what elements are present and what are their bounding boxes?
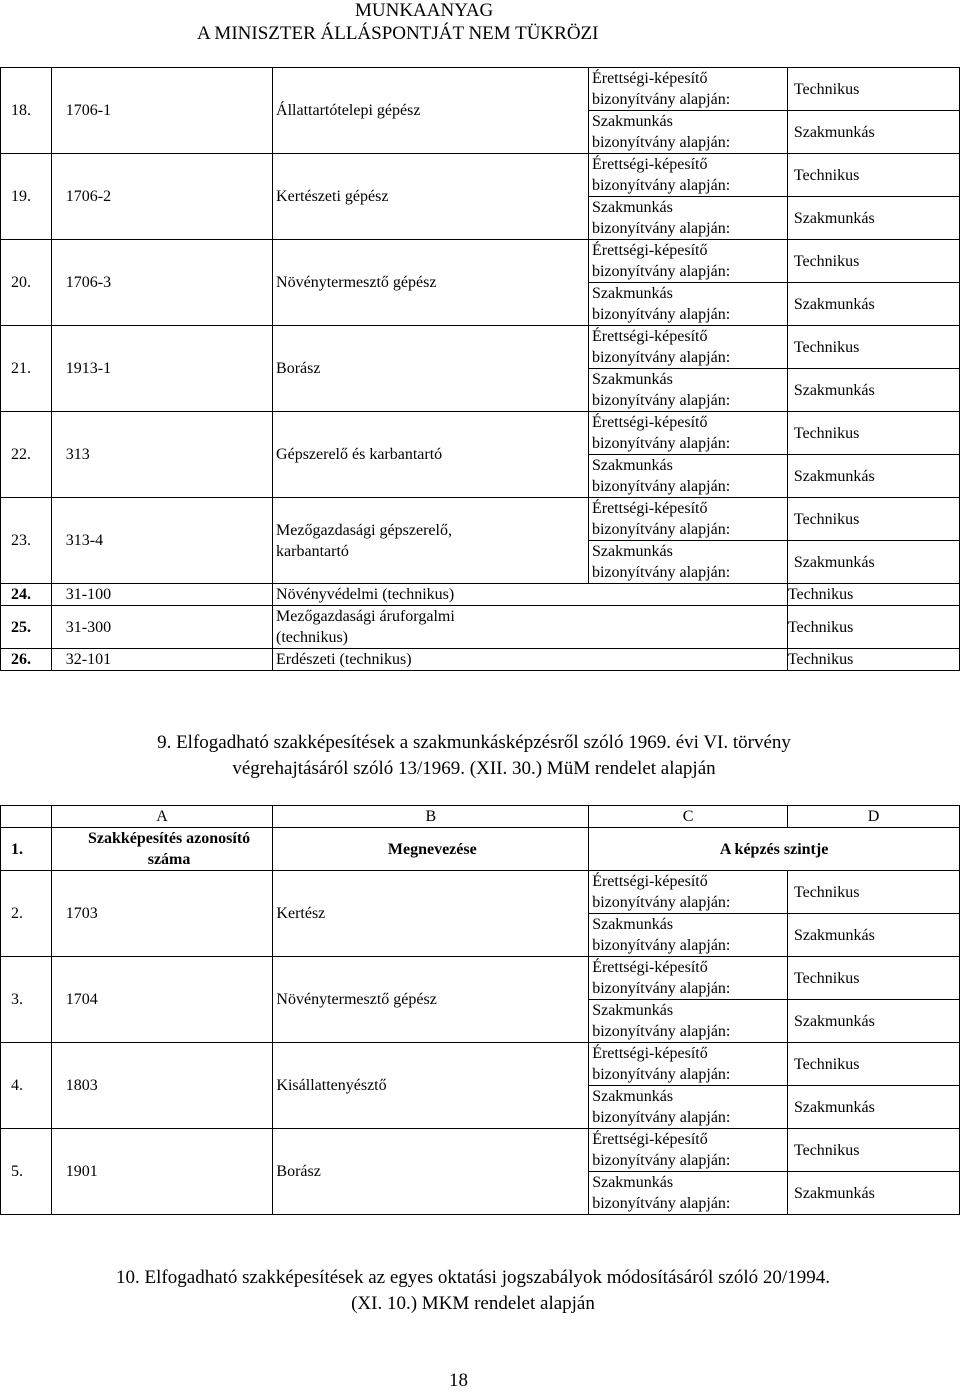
- table-row: [1, 1043, 960, 1086]
- table-row: [1, 584, 960, 606]
- qualification-name: [273, 68, 589, 154]
- basis-line: bizonyítvány alapján:: [592, 1152, 731, 1169]
- page-number: 18: [449, 1370, 468, 1391]
- section-9-heading: 9. Elfogadható szakképesítések a szakmunkásképzésről szóló 1969. évi VI. törvény végrehajtásáról szóló 13/1969. (XII. 30.) MüM rendelet alapján: [157, 732, 791, 779]
- row-number: [1, 412, 52, 498]
- row-number: [1, 1043, 52, 1129]
- row-number: [1, 1129, 52, 1215]
- level-text: Technikus: [793, 883, 860, 901]
- level-text: Technikus: [787, 618, 854, 636]
- qualification-name-text: Kertészeti gépész: [276, 188, 389, 205]
- qualification-code-text: 31-300: [65, 618, 112, 636]
- basis-line: Érettségi-képesítő: [591, 328, 708, 345]
- watermark-header-line1: MUNKAANYAG: [355, 0, 494, 21]
- basis-line: bizonyítvány alapján:: [592, 1023, 731, 1040]
- basis-line: Érettségi-képesítő: [591, 414, 708, 431]
- qualification-code: [51, 68, 272, 154]
- basis-erettsegi: [588, 154, 787, 197]
- qualification-name: [273, 1043, 589, 1129]
- header-level-text: A képzés szintje: [719, 840, 829, 858]
- basis-szakmunkas: [588, 111, 787, 154]
- qualification-name: [273, 1129, 589, 1215]
- basis-line: bizonyítvány alapján:: [591, 478, 731, 495]
- qualification-code-text: 1706-1: [65, 102, 112, 119]
- row-number: [1, 584, 52, 606]
- basis-line: Érettségi-képesítő: [591, 500, 708, 517]
- level-text: Szakmunkás: [793, 467, 875, 485]
- table-row: [1, 1129, 960, 1172]
- basis-line: Szakmunkás: [591, 113, 673, 130]
- basis-szakmunkas: [589, 914, 788, 957]
- level-text: Szakmunkás: [793, 1184, 875, 1202]
- basis-line: Szakmunkás: [591, 285, 673, 302]
- table-row: [1, 871, 960, 914]
- level-technikus: [787, 649, 959, 671]
- level-text: Technikus: [787, 586, 854, 603]
- basis-line: Érettségi-képesítő: [592, 1045, 708, 1062]
- level-technikus: [787, 326, 959, 369]
- section-10-heading: 10. Elfogadható szakképesítések az egyes oktatási jogszabályok módosításáról szóló 20/1994. (XI. 10.) MKM rendelet alapján: [116, 1267, 830, 1314]
- qualification-name-text: Borász: [276, 360, 321, 377]
- basis-line: Érettségi-képesítő: [592, 873, 708, 890]
- basis-line: bizonyítvány alapján:: [591, 521, 731, 538]
- basis-line: Érettségi-képesítő: [591, 156, 708, 173]
- basis-line: bizonyítvány alapján:: [592, 1066, 731, 1083]
- basis-szakmunkas: [588, 541, 787, 584]
- level-text: Szakmunkás: [793, 381, 875, 399]
- qualification-name: [273, 584, 788, 606]
- basis-erettsegi: [588, 68, 787, 111]
- level-technikus: [787, 68, 959, 111]
- basis-line: bizonyítvány alapján:: [591, 177, 731, 194]
- level-szakmunkas: [787, 1086, 959, 1129]
- row-number: [1, 68, 52, 154]
- table-row: [1, 154, 960, 197]
- qualification-name-text: Növénytermesztő gépész: [276, 991, 437, 1008]
- qualification-name-text: Növénytermesztő gépész: [276, 274, 437, 291]
- row-number: [1, 957, 52, 1043]
- table-row: [1, 68, 960, 111]
- level-text: Szakmunkás: [793, 123, 875, 141]
- level-text: Szakmunkás: [793, 295, 875, 313]
- table-header-row: [1, 828, 960, 871]
- row-number-text: 19.: [11, 188, 31, 205]
- qualification-name-text: Kertész: [276, 905, 326, 922]
- table-row: [1, 957, 960, 1000]
- level-text: Technikus: [793, 252, 860, 270]
- level-technikus: [787, 584, 959, 606]
- basis-erettsegi: [588, 498, 787, 541]
- basis-line: bizonyítvány alapján:: [592, 894, 731, 911]
- qualification-code: [51, 326, 272, 412]
- level-technikus: [787, 498, 959, 541]
- qualification-code: [51, 649, 272, 671]
- row-number-text: 24.: [11, 586, 31, 603]
- qualification-code-text: 1706-3: [65, 274, 112, 291]
- table-row: [1, 649, 960, 671]
- level-szakmunkas: [787, 283, 959, 326]
- qualification-name: [273, 412, 589, 498]
- header-number-text: 1.: [11, 840, 23, 858]
- qualification-name-line: (technikus): [276, 629, 349, 646]
- row-number-text: 3.: [11, 991, 23, 1008]
- basis-line: Szakmunkás: [592, 1174, 674, 1191]
- qualification-code-text: 31-100: [65, 586, 112, 603]
- qualification-code-text: 32-101: [65, 651, 112, 668]
- level-text: Szakmunkás: [793, 209, 875, 227]
- basis-erettsegi: [588, 412, 787, 455]
- basis-line: bizonyítvány alapján:: [592, 1195, 731, 1212]
- basis-line: Szakmunkás: [592, 1088, 674, 1105]
- row-number-text: 25.: [11, 618, 31, 636]
- row-number: [1, 606, 52, 649]
- qualification-code-text: 313: [65, 446, 90, 463]
- qualification-name: [273, 498, 589, 584]
- qualification-name: [273, 957, 589, 1043]
- qualification-code: [51, 584, 272, 606]
- qualification-code-text: 1913-1: [65, 360, 112, 377]
- basis-szakmunkas: [589, 1086, 788, 1129]
- header-number: [1, 828, 52, 871]
- row-number-text: 4.: [11, 1077, 23, 1094]
- qualification-code-text: 1901: [65, 1163, 98, 1180]
- qualification-code-text: 1803: [65, 1077, 98, 1094]
- basis-line: bizonyítvány alapján:: [591, 91, 731, 108]
- column-letter-text: A: [156, 808, 168, 825]
- basis-line: Érettségi-képesítő: [592, 959, 708, 976]
- qualification-code: [51, 240, 272, 326]
- row-number-text: 26.: [11, 651, 31, 668]
- row-number-text: 20.: [11, 274, 31, 291]
- row-number: [1, 649, 52, 671]
- column-letter: [787, 806, 959, 828]
- basis-line: bizonyítvány alapján:: [591, 220, 731, 237]
- basis-szakmunkas: [588, 283, 787, 326]
- level-technikus: [787, 957, 959, 1000]
- level-text: Technikus: [793, 510, 860, 528]
- level-text: Szakmunkás: [793, 1012, 875, 1030]
- qualification-name: [273, 871, 589, 957]
- row-number: [1, 240, 52, 326]
- qualification-name-line: karbantartó: [276, 542, 349, 560]
- level-text: Technikus: [793, 969, 860, 987]
- row-number-text: 2.: [11, 905, 23, 922]
- watermark-header-line2: A MINISZTER ÁLLÁSPONTJÁT NEM TÜKRÖZI: [197, 23, 599, 44]
- qualification-name-text: Állattartótelepi gépész: [276, 102, 421, 119]
- qualification-name-text: Gépszerelő és karbantartó: [276, 446, 443, 463]
- level-szakmunkas: [787, 111, 959, 154]
- level-text: Szakmunkás: [793, 1098, 875, 1116]
- table-row: [1, 326, 960, 369]
- basis-szakmunkas: [588, 369, 787, 412]
- basis-erettsegi: [589, 1043, 788, 1086]
- qualifications-table-1: [0, 67, 960, 671]
- basis-line: Érettségi-képesítő: [591, 242, 708, 259]
- qualifications-table-2: [0, 805, 960, 1215]
- header-code: [51, 828, 273, 871]
- basis-line: bizonyítvány alapján:: [591, 263, 731, 280]
- qualification-name-line: Mezőgazdasági áruforgalmi: [276, 608, 455, 625]
- level-technikus: [787, 871, 959, 914]
- basis-line: Szakmunkás: [591, 543, 673, 560]
- header-name-text: Megnevezése: [387, 840, 477, 858]
- header-level: [589, 828, 960, 871]
- level-text: Technikus: [793, 424, 860, 442]
- basis-szakmunkas: [588, 197, 787, 240]
- qualification-code: [51, 606, 272, 649]
- qualification-code: [51, 498, 272, 584]
- column-letter: [273, 806, 589, 828]
- basis-erettsegi: [588, 326, 787, 369]
- basis-erettsegi: [589, 957, 788, 1000]
- qualification-name-text: Kisállattenyésztő: [276, 1077, 387, 1094]
- level-technikus: [787, 154, 959, 197]
- level-text: Technikus: [793, 1055, 860, 1073]
- qualification-name: [273, 649, 788, 671]
- row-number: [1, 871, 52, 957]
- basis-line: Szakmunkás: [592, 1002, 674, 1019]
- qualification-code: [51, 412, 272, 498]
- row-number-text: 21.: [11, 360, 31, 377]
- qualification-name: [273, 154, 589, 240]
- qualification-code: [51, 871, 273, 957]
- basis-line: Szakmunkás: [591, 199, 673, 216]
- qualification-code: [51, 1129, 273, 1215]
- qualification-name-text: Erdészeti (technikus): [276, 651, 412, 668]
- qualification-code-text: 1704: [65, 991, 98, 1008]
- basis-line: Szakmunkás: [591, 457, 673, 474]
- basis-erettsegi: [589, 871, 788, 914]
- column-letter-text: B: [425, 808, 437, 825]
- basis-line: bizonyítvány alapján:: [591, 435, 731, 452]
- level-szakmunkas: [787, 1172, 959, 1215]
- level-technikus: [787, 1043, 959, 1086]
- basis-szakmunkas: [589, 1172, 788, 1215]
- row-number-text: 18.: [11, 102, 31, 119]
- level-text: Technikus: [793, 338, 860, 356]
- table-row: [1, 412, 960, 455]
- level-szakmunkas: [787, 541, 959, 584]
- qualification-code-text: 1703: [65, 905, 98, 922]
- qualification-name-text: Növényvédelmi (technikus): [276, 586, 455, 603]
- table-row: [1, 606, 960, 649]
- column-letter: [589, 806, 788, 828]
- level-text: Technikus: [793, 166, 860, 184]
- column-letter: [51, 806, 273, 828]
- row-number: [1, 154, 52, 240]
- basis-line: bizonyítvány alapján:: [592, 980, 731, 997]
- level-text: Szakmunkás: [793, 553, 875, 571]
- qualification-name-text: Borász: [276, 1163, 321, 1180]
- level-text: Technikus: [793, 1141, 860, 1159]
- basis-line: bizonyítvány alapján:: [591, 134, 731, 151]
- basis-line: bizonyítvány alapján:: [591, 392, 731, 409]
- header-name: [273, 828, 589, 871]
- header-code-line: Szakképesítés azonosító: [87, 830, 251, 847]
- qualification-name: [273, 326, 589, 412]
- row-number-text: 23.: [11, 532, 31, 549]
- row-number-text: 22.: [11, 446, 31, 463]
- column-letter-text: C: [682, 808, 694, 825]
- basis-line: Érettségi-képesítő: [591, 70, 708, 87]
- level-technikus: [787, 412, 959, 455]
- qualification-name: [273, 240, 589, 326]
- qualification-code-text: 1706-2: [65, 188, 112, 205]
- row-number: [1, 498, 52, 584]
- basis-line: bizonyítvány alapján:: [591, 306, 731, 323]
- level-szakmunkas: [787, 197, 959, 240]
- qualification-code: [51, 1043, 273, 1129]
- basis-line: bizonyítvány alapján:: [591, 564, 731, 581]
- qualification-name-line: Mezőgazdasági gépszerelő,: [276, 521, 452, 539]
- row-number: [1, 326, 52, 412]
- basis-line: bizonyítvány alapján:: [591, 349, 731, 366]
- qualification-code: [51, 154, 272, 240]
- basis-erettsegi: [589, 1129, 788, 1172]
- row-number-text: 5.: [11, 1163, 23, 1180]
- header-code-line: száma: [147, 851, 191, 868]
- basis-line: bizonyítvány alapján:: [592, 937, 731, 954]
- basis-erettsegi: [588, 240, 787, 283]
- qualification-code-text: 313-4: [65, 532, 104, 549]
- level-szakmunkas: [787, 914, 959, 957]
- table-row: [1, 498, 960, 541]
- basis-line: Szakmunkás: [591, 371, 673, 388]
- level-text: Szakmunkás: [793, 926, 875, 944]
- level-text: Technikus: [787, 651, 854, 668]
- level-technikus: [787, 1129, 959, 1172]
- column-letter-text: D: [867, 808, 880, 825]
- level-szakmunkas: [787, 455, 959, 498]
- level-szakmunkas: [787, 369, 959, 412]
- level-szakmunkas: [787, 1000, 959, 1043]
- qualification-name: [273, 606, 788, 649]
- basis-line: Szakmunkás: [592, 916, 674, 933]
- level-technikus: [787, 606, 959, 649]
- qualification-code: [51, 957, 273, 1043]
- level-text: Technikus: [793, 80, 860, 98]
- basis-szakmunkas: [588, 455, 787, 498]
- table-row: [1, 240, 960, 283]
- level-technikus: [787, 240, 959, 283]
- basis-line: bizonyítvány alapján:: [592, 1109, 731, 1126]
- basis-line: Érettségi-képesítő: [592, 1131, 708, 1148]
- column-letters-row: [1, 806, 960, 828]
- basis-szakmunkas: [589, 1000, 788, 1043]
